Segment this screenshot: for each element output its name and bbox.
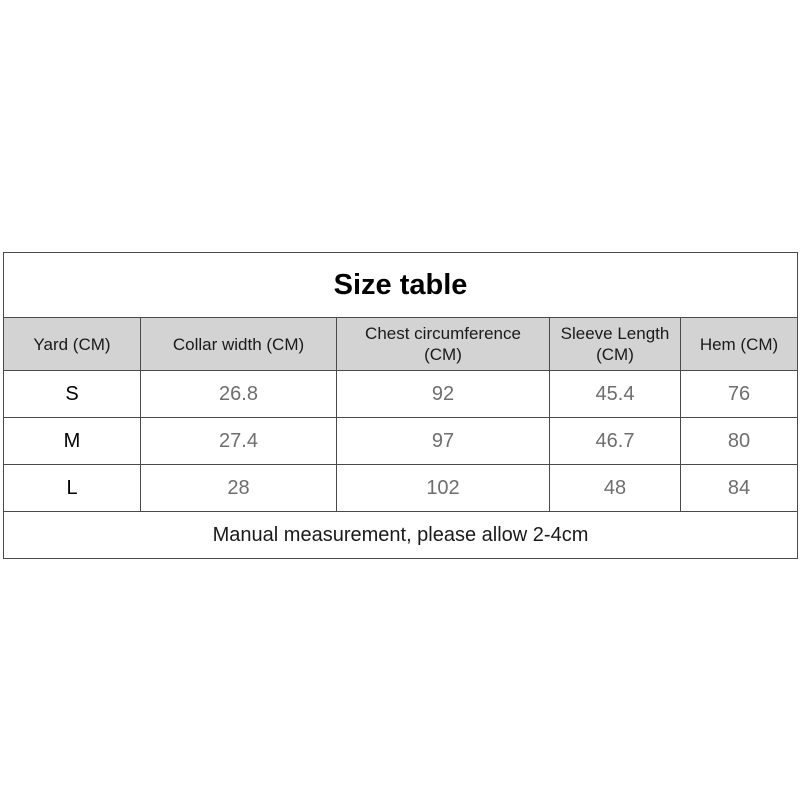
- chest-circumference-cell: 92: [337, 371, 550, 418]
- column-header-yard: [4, 318, 141, 371]
- header-row: [4, 318, 798, 371]
- column-header-hem: [681, 318, 798, 371]
- note-row: [4, 512, 798, 559]
- column-header-label: Chest circumference (CM): [365, 324, 521, 364]
- size-cell: M: [4, 418, 141, 465]
- collar-width-cell: 27.4: [141, 418, 337, 465]
- sleeve-length-cell: 46.7: [550, 418, 681, 465]
- sleeve-length-cell: 45.4: [550, 371, 681, 418]
- hem-cell: 84: [681, 465, 798, 512]
- sleeve-length-cell: 48: [550, 465, 681, 512]
- table-row: [4, 371, 798, 418]
- table-row: [4, 418, 798, 465]
- chest-circumference-cell: 102: [337, 465, 550, 512]
- column-header-sleeve-length: [550, 318, 681, 371]
- title-row: [4, 253, 798, 318]
- chest-circumference-cell: 97: [337, 418, 550, 465]
- measurement-note: Manual measurement, please allow 2-4cm: [4, 512, 798, 559]
- hem-cell: 80: [681, 418, 798, 465]
- column-header-collar-width: [141, 318, 337, 371]
- column-header-chest-circumference: [337, 318, 550, 371]
- size-cell: L: [4, 465, 141, 512]
- column-header-label: Sleeve Length (CM): [560, 324, 670, 364]
- collar-width-cell: 26.8: [141, 371, 337, 418]
- hem-cell: 76: [681, 371, 798, 418]
- size-table: [3, 252, 798, 559]
- size-cell: S: [4, 371, 141, 418]
- column-header-label: Yard (CM): [33, 334, 111, 354]
- column-header-label: Collar width (CM): [172, 334, 305, 354]
- table-title: Size table: [4, 253, 798, 318]
- collar-width-cell: 28: [141, 465, 337, 512]
- column-header-label: Hem (CM): [699, 334, 779, 354]
- table-row: [4, 465, 798, 512]
